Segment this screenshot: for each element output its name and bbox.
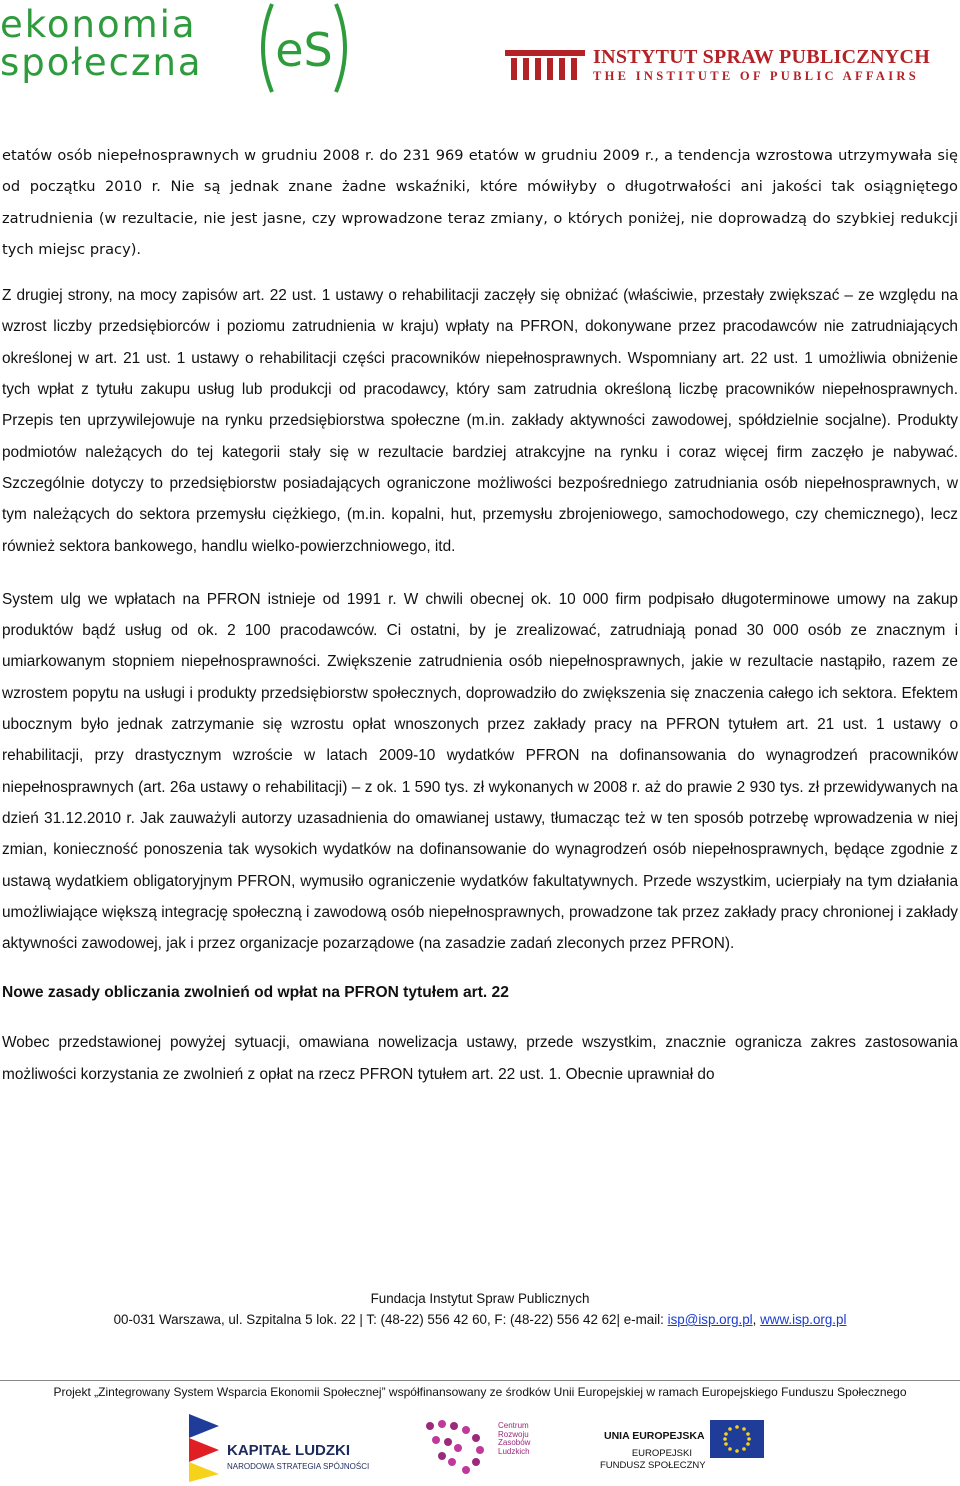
footer-divider <box>0 1380 960 1381</box>
footer-email-link[interactable]: isp@isp.org.pl <box>667 1312 753 1327</box>
footer-separator: , <box>752 1312 761 1327</box>
isp-logo <box>505 36 960 86</box>
footer-address-line <box>0 1310 960 1330</box>
eu-line-1: EUROPEJSKI <box>631 1448 692 1459</box>
footer-org-name: Fundacja Instytut Spraw Publicznych <box>370 1291 590 1306</box>
eu-flag-icon <box>710 1420 764 1464</box>
page-footer <box>0 1288 960 1330</box>
paragraph-1: etatów osób niepełnosprawnych w grudniu 2008 r. do 231 969 etatów w grudniu 2009 r., a tendencja wzrostowa utrzymywała się od początku 2010 r. Nie są jednak znane żadne wskaźniki, które mówiłyby o długotrwałości ani jakości tak osiągniętego zatrudnienia (w rezultacie, nie jest jasne, czy wprowadzone teraz zmiany, o których poniżej, nie doprowadzą do szybkiej redukcji tych miejsc pracy). <box>2 147 958 258</box>
kapital-ludzki-logo <box>185 1414 395 1482</box>
es-mark-icon <box>250 0 358 96</box>
crzl-dots-icon <box>420 1416 490 1476</box>
kapital-ludzki-icon <box>185 1414 223 1482</box>
page-header <box>0 0 960 100</box>
paragraph-3: System ulg we wpłatach na PFRON istnieje od 1991 r. W chwili obecnej ok. 10 000 firm podpisało długoterminowe umowy na zakup produktów bądź usług od ok. 2 100 pracodawców. Ci ostatni, by je zrealizować, zatrudniają ponad 30 000 osób ze znacznym i umiarkowanym stopniem niepełnosprawności. Zwiększenie zatrudnienia osób niepełnosprawnych, jakie w rezultacie nastąpiło, razem ze wzrostem popytu na usługi i produkty przedsiębiorstw społecznych, doprowadziło do zwiększenia się znaczenia całego ich sektora. Efektem ubocznym było jednak zatrzymanie się wzrostu opłat wnoszonych przez zakłady pracy na PFRON tytułem art. 21 ust. 1 ustawy o rehabilitacji, przy drastycznym wzroście w latach 2009-10 wydatków PFRON na dofinansowania do wynagrodzeń pracowników niepełnosprawnych (art. 26a ustawy o rehabilitacji) – z ok. 1 590 tys. zł wykonanych w 2008 r. aż do prawie 2 930 tys. zł przewidywanych na dzień 31.12.2010 r. Jak zauważyli autorzy uzasadnienia do omawianej ustawy, tłumacząc też w ten sposób potrzebę wprowadzenia w niej zmian, konieczność ponoszenia tak wysokich wydatków na dofinansowanie do wynagrodzeń osób niepełnosprawnych, będące zgodnie z ustawą wydatkiem obligatoryjnym PFRON, wymusiło ograniczenie wydatków fakultatywnych. Przede wszystkim, ucierpiały na tym działania umożliwiające większą integrację społeczną i zawodową osób niepełnosprawnych, prowadzone tak przez zakłady pracy chronionej i zakłady aktywności zawodowej, jak i przez organizacje pozarządowe (na zasadzie zadań zleconych przez PFRON). <box>2 590 958 953</box>
crzl-line-2: Rozwoju <box>498 1429 529 1439</box>
crzl-text <box>498 1422 530 1456</box>
eu-line-2: FUNDUSZ SPOŁECZNY <box>600 1460 706 1471</box>
kapital-ludzki-title: KAPITAŁ LUDZKI <box>227 1442 351 1459</box>
isp-column-icon <box>505 46 585 82</box>
crzl-line-1: Centrum <box>498 1421 529 1430</box>
footer-address: 00-031 Warszawa, ul. Szpitalna 5 lok. 22 | T: (48-22) 556 42 60, F: (48-22) 556 42 62| e-mail: <box>113 1312 668 1327</box>
paragraph-2: Z drugiej strony, na mocy zapisów art. 22 ust. 1 ustawy o rehabilitacji zaczęły się obniżać (właściwie, przestały zwiększać – ze względu na wzrost liczby przedsiębiorców i poziomu zatrudnienia w kraju) wpłaty na PFRON, dokonywane przez pracodawców nie zatrudniających określonej w art. 21 ust. 1 ustawy o rehabilitacji części pracowników niepełnosprawnych. Wspomniany art. 22 ust. 1 umożliwia obniżenie tych wpłat z tytułu zakupu usług lub produkcji od pracodawcy, który sam zatrudnia określoną liczbę pracowników niepełnosprawnych. Przepis ten uprzywilejowuje na rynku przedsiębiorstwa społeczne (m.in. zakłady aktywności zawodowej, spółdzielnie socjalne). Produkty podmiotów należących do tej kategorii stały się w rezultacie bardziej atrakcyjne na rynku i coraz więcej firm zaczęło je nabywać. Szczególnie dotyczy to przedsiębiorstw posiadających ograniczone możliwości bezpośredniego zatrudniania osób niepełnosprawnych, w tym należących do sektora przemysłu ciężkiego, (m.in. kopalni, hut, przemysłu zbrojeniowego, samochodowego, czy chemicznego), lecz również sektora bankowego, handlu wielko-powierzchniowego, itd. <box>2 287 958 555</box>
crzl-logo <box>420 1416 550 1476</box>
document-body <box>2 140 958 1090</box>
crzl-line-4: Ludzkich <box>498 1446 530 1456</box>
kapital-ludzki-subtitle: NARODOWA STRATEGIA SPÓJNOŚCI <box>227 1462 370 1471</box>
paragraph-4: Wobec przedstawionej powyżej sytuacji, omawiana nowelizacja ustawy, przede wszystkim, znacznie ogranicza zakres zastosowania możliwości korzystania ze zwolnień z opłat na rzecz PFRON tytułem art. 22 ust. 1. Obecnie uprawniał do <box>2 1034 958 1083</box>
logo-word-spoleczna: społeczna <box>0 41 203 84</box>
logo-word-ekonomia: ekonomia <box>0 3 197 46</box>
eu-logo <box>600 1420 900 1480</box>
funding-logos <box>0 1410 960 1486</box>
es-mark-text: eS <box>275 23 333 77</box>
footer-website-link[interactable]: www.isp.org.pl <box>760 1312 847 1327</box>
project-note: Projekt „Zintegrowany System Wsparcia Ekonomii Społecznej” współfinansowany ze środków Unii Europejskiej w ramach Europejskiego Funduszu Społecznego <box>53 1385 907 1399</box>
section-heading: Nowe zasady obliczania zwolnień od wpłat na PFRON tytułem art. 22 <box>2 984 509 1002</box>
institute-name: INSTYTUT SPRAW PUBLICZNYCH <box>593 46 931 68</box>
crzl-line-3: Zasobów <box>498 1438 531 1448</box>
ekonomia-spoleczna-logo <box>0 0 360 96</box>
institute-subtitle: THE INSTITUTE OF PUBLIC AFFAIRS <box>593 69 919 83</box>
eu-title: UNIA EUROPEJSKA <box>604 1430 705 1442</box>
